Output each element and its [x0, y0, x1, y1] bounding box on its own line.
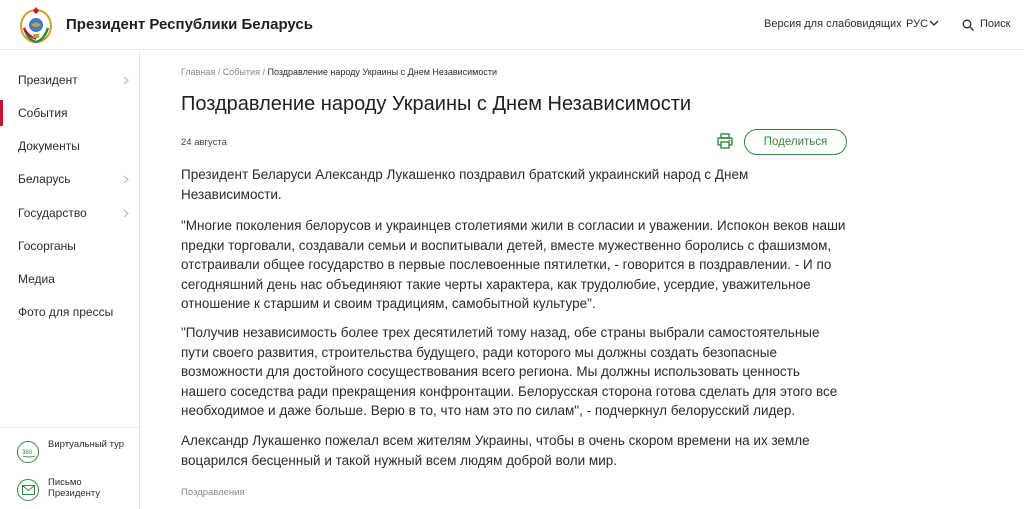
sidebar-item-label: Медиа	[18, 272, 55, 286]
share-button[interactable]: Поделиться	[744, 129, 847, 155]
sidebar-item-events[interactable]	[0, 98, 140, 128]
article-paragraph: Президент Беларуси Александр Лукашенко поздравил братский украинский народ с Днем Независимости.	[181, 167, 749, 202]
article-date: 24 августа	[181, 137, 227, 148]
sidebar-item-label: Беларусь	[18, 172, 71, 186]
site-header	[0, 0, 1024, 50]
sidebar-item-label: Президент	[18, 73, 78, 87]
letter-to-president-link[interactable]	[0, 475, 140, 509]
sidebar-item-documents[interactable]	[0, 131, 140, 161]
chevron-right-icon	[123, 209, 129, 218]
article-tag[interactable]: Поздравления	[181, 487, 245, 498]
sidebar-item-gov-bodies[interactable]	[0, 231, 140, 261]
print-icon[interactable]	[716, 132, 734, 150]
virtual-tour-link[interactable]	[0, 437, 140, 471]
breadcrumb	[181, 67, 497, 77]
breadcrumb-separator: /	[217, 67, 223, 77]
chevron-right-icon	[123, 76, 129, 85]
sidebar-item-label: Документы	[18, 139, 80, 153]
envelope-icon	[17, 479, 39, 501]
sidebar-divider	[0, 427, 140, 428]
chevron-down-icon[interactable]	[929, 19, 939, 27]
sidebar-item-label: Фото для прессы	[18, 305, 114, 319]
letter-label: Письмо Президенту	[48, 477, 101, 499]
breadcrumb-home[interactable]: Главная	[181, 67, 216, 77]
breadcrumb-current: Поздравление народу Украины с Днем Независимости	[267, 67, 498, 77]
article-paragraph: "Многие поколения белорусов и украинцев столетиями жили в согласии и уважении. Испокон веков наши предки торговали, создавали семьи и воспитывали детей, вместе мужественно боролись с фашизмом, отстраивали общее государство в первые послевоенные пятилетки, - говорится в поздравлении. - И по сегодняшний день нас объединяют такие черты характера, как трудолюбие, усердие, уважительное отношение к старшим и своим традициям, самобытной культуре".	[181, 218, 846, 311]
search-link[interactable]: Поиск	[980, 18, 1011, 30]
article-paragraph: Александр Лукашенко пожелал всем жителям Украины, чтобы в очень скором времени на их земле воцарился бесценный и такой нужный всем людям доброй воли мир.	[181, 433, 810, 468]
sidebar-item-media[interactable]	[0, 264, 140, 294]
sidebar-nav	[0, 51, 140, 509]
sidebar-item-label: Госорганы	[18, 239, 76, 253]
coat-of-arms-logo[interactable]	[18, 6, 54, 44]
page-title: Поздравление народу Украины с Днем Независимости	[181, 93, 692, 115]
article-paragraph: "Получив независимость более трех десятилетий тому назад, обе страны выбрали самостоятельные пути своего развития, строительства будущего, ради которого мы должны создать безопасные возможности для достойного сосуществования всего региона. Мы должны использовать ценность нашего соседства ради прекращения конфронтации. Белорусская сторона готова сделать для этого все необходимое и даже больше. Верю в то, что нам это по силам", - подчеркнул белорусский лидер.	[181, 325, 838, 418]
sidebar-item-press-photos[interactable]	[0, 297, 140, 327]
tour-360-icon	[17, 441, 39, 463]
sidebar-item-state[interactable]	[0, 198, 140, 228]
sidebar-item-label: Государство	[18, 206, 87, 220]
site-title[interactable]: Президент Республики Беларусь	[66, 16, 313, 33]
virtual-tour-label: Виртуальный тур	[48, 439, 124, 450]
language-selector[interactable]: РУС	[906, 18, 929, 30]
search-icon[interactable]	[962, 19, 974, 31]
sidebar-item-belarus[interactable]	[0, 164, 140, 194]
sidebar-item-label: События	[18, 106, 68, 120]
breadcrumb-section[interactable]: События	[222, 67, 260, 77]
sidebar-item-president[interactable]	[0, 65, 140, 95]
svg-text:360: 360	[22, 450, 33, 456]
low-vision-version-link[interactable]: Версия для слабовидящих	[764, 18, 902, 30]
chevron-right-icon	[123, 175, 129, 184]
breadcrumb-separator: /	[262, 67, 268, 77]
